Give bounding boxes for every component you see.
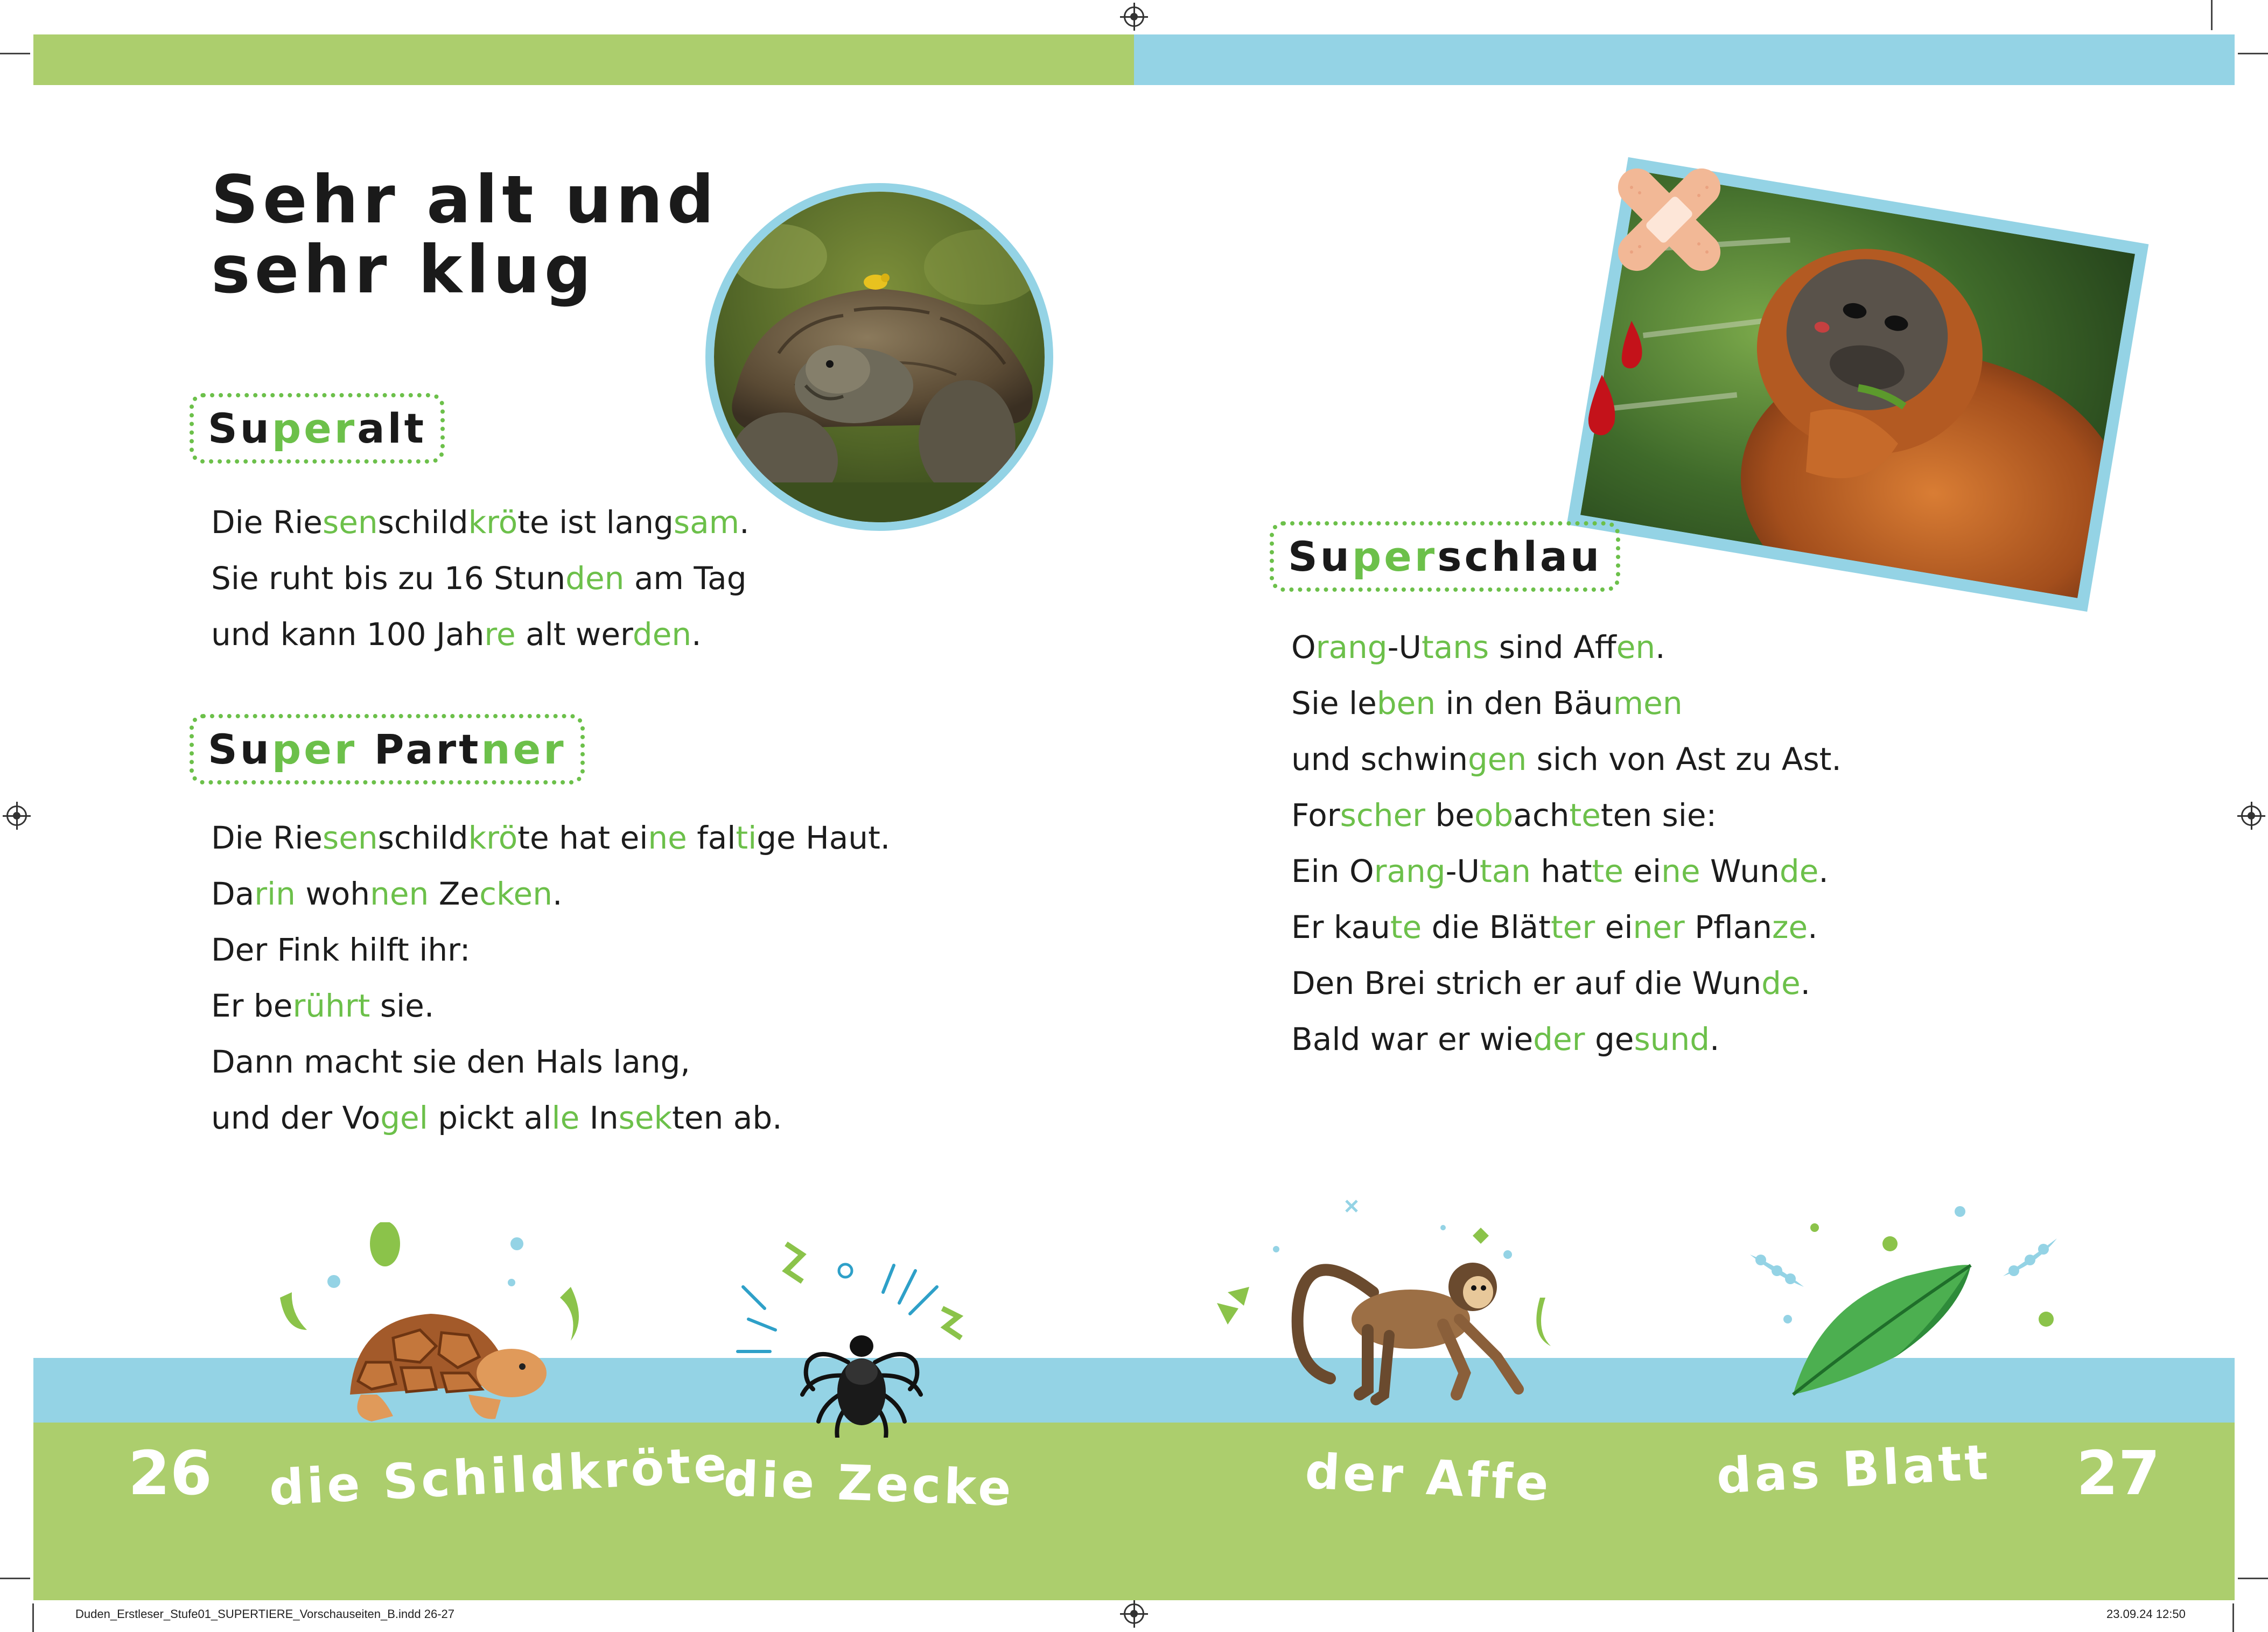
- text-line: [211, 494, 750, 550]
- heading-superschlau: [1270, 521, 1620, 592]
- text-run: Wun: [1700, 853, 1780, 889]
- text-line: [1291, 675, 1842, 731]
- text-run: alt wer: [515, 616, 633, 653]
- text-line: [211, 1034, 890, 1090]
- heading-super-partner: [190, 714, 585, 785]
- leaf-illustration-icon: [1734, 1195, 2078, 1411]
- highlighted-syllable: rührt: [292, 987, 370, 1024]
- text-run: Dann macht sie den Hals lang,: [211, 1043, 690, 1080]
- highlighted-syllable: den: [565, 560, 625, 597]
- text-run: schlau: [1437, 533, 1602, 580]
- text-run: Er be: [211, 987, 293, 1024]
- text-run: te ist lang: [517, 504, 674, 541]
- highlighted-syllable: rang: [1315, 629, 1388, 666]
- text-line: [1291, 1011, 1842, 1067]
- text-run: ge: [1585, 1021, 1634, 1057]
- paragraph-superschlau: [1291, 619, 1842, 1067]
- crop-mark: [2232, 1603, 2234, 1632]
- text-run: ei: [1623, 853, 1662, 889]
- crop-mark: [2238, 1578, 2268, 1579]
- page-number-left: 26: [128, 1439, 212, 1509]
- highlighted-syllable: ne: [1661, 853, 1700, 889]
- crop-mark: [2238, 53, 2268, 54]
- highlighted-syllable: ter: [1550, 909, 1595, 945]
- page-title-line-1: Sehr alt und: [211, 162, 719, 238]
- registration-mark-top: [1124, 6, 1144, 27]
- page-number-right: 27: [2076, 1439, 2160, 1509]
- text-run: Ein O: [1291, 853, 1374, 889]
- text-line: [211, 810, 890, 866]
- text-run: .: [739, 504, 750, 541]
- text-run: Er kau: [1291, 909, 1390, 945]
- text-run: die Blät: [1422, 909, 1551, 945]
- highlighted-syllable: krö: [468, 819, 518, 856]
- registration-mark-bottom: [1124, 1603, 1144, 1624]
- text-run: ten ab.: [672, 1099, 782, 1136]
- highlighted-syllable: te: [1569, 797, 1601, 833]
- highlighted-syllable: te: [1390, 909, 1422, 945]
- highlighted-syllable: sek: [618, 1099, 673, 1136]
- text-run: Su: [208, 404, 272, 452]
- vocab-label-affe: der Affe: [1304, 1443, 1553, 1512]
- text-line: [211, 550, 750, 606]
- highlighted-syllable: der: [1533, 1021, 1585, 1057]
- slug-filename: Duden_Erstleser_Stufe01_SUPERTIERE_Vorschauseiten_B.indd 26-27: [75, 1607, 455, 1621]
- highlighted-syllable: ze: [1772, 909, 1808, 945]
- text-run: Part: [357, 725, 481, 773]
- text-run: woh: [295, 875, 370, 912]
- highlighted-syllable: sund: [1634, 1021, 1710, 1057]
- text-run: be: [1425, 797, 1474, 833]
- highlighted-syllable: scher: [1340, 797, 1426, 833]
- highlighted-syllable: le: [551, 1099, 580, 1136]
- highlighted-syllable: cken: [479, 875, 552, 912]
- heading-superalt: [190, 393, 445, 464]
- text-line: [211, 866, 890, 922]
- text-run: For: [1291, 797, 1340, 833]
- highlighted-syllable: fen: [1616, 629, 1656, 666]
- text-run: Ze: [429, 875, 480, 912]
- text-run: .: [1800, 965, 1811, 1001]
- highlighted-syllable: de: [1779, 853, 1819, 889]
- paragraph-super-partner: [211, 810, 890, 1146]
- highlighted-syllable: ner: [481, 725, 566, 773]
- tick-illustration-icon: [732, 1233, 991, 1438]
- highlighted-syllable: ti: [736, 819, 757, 856]
- plaster-icon: [1588, 150, 1750, 290]
- text-run: Die Rie: [211, 819, 323, 856]
- text-run: ge Haut.: [757, 819, 891, 856]
- highlighted-syllable: rin: [254, 875, 296, 912]
- text-line: [211, 1090, 890, 1146]
- monkey-illustration-icon: [1206, 1195, 1594, 1427]
- text-run: Den Brei strich er auf die Wun: [1291, 965, 1762, 1001]
- text-run: schild: [377, 504, 468, 541]
- text-run: .: [1808, 909, 1818, 945]
- text-run: -U: [1445, 853, 1480, 889]
- text-run: O: [1291, 629, 1316, 666]
- highlighted-syllable: gen: [1467, 741, 1527, 778]
- text-run: Su: [1288, 533, 1352, 580]
- highlighted-syllable: ben: [1376, 685, 1436, 722]
- registration-mark-left: [6, 806, 27, 826]
- text-run: Sie ruht bis zu 16 Stun: [211, 560, 566, 597]
- text-run: und kann 100 Jah: [211, 616, 485, 653]
- tortoise-photo: [705, 183, 1053, 531]
- text-run: ach: [1513, 797, 1570, 833]
- crop-mark: [2211, 0, 2213, 30]
- page-title-line-2: sehr klug: [211, 232, 596, 308]
- top-bar-green: [33, 34, 1134, 85]
- highlighted-syllable: nen: [370, 875, 429, 912]
- crop-mark: [32, 1603, 34, 1632]
- vocab-label-zecke: die Zecke: [723, 1451, 1016, 1517]
- text-run: sich von Ast zu Ast.: [1527, 741, 1842, 778]
- text-run: fal: [687, 819, 736, 856]
- highlighted-syllable: gel: [380, 1099, 428, 1136]
- crop-mark: [0, 1578, 30, 1579]
- text-run: Die Rie: [211, 504, 323, 541]
- highlighted-syllable: tan: [1479, 853, 1531, 889]
- highlighted-syllable: krö: [468, 504, 518, 541]
- slug-date: 23.09.24 12:50: [2106, 1607, 2186, 1621]
- text-run: am Tag: [624, 560, 747, 597]
- text-line: [1291, 843, 1842, 899]
- highlighted-syllable: ner: [1633, 909, 1685, 945]
- text-run: Da: [211, 875, 255, 912]
- text-line: [211, 978, 890, 1034]
- text-run: ten sie:: [1600, 797, 1717, 833]
- text-line: [1291, 899, 1842, 955]
- text-line: [1291, 619, 1842, 675]
- blood-drops-icon: [1578, 321, 1653, 439]
- text-run: -U: [1387, 629, 1422, 666]
- highlighted-syllable: de: [1761, 965, 1801, 1001]
- text-run: und der Vo: [211, 1099, 381, 1136]
- tortoise-illustration-icon: [269, 1222, 603, 1448]
- text-line: [1291, 731, 1842, 787]
- text-run: Bald war er wie: [1291, 1021, 1534, 1057]
- highlighted-syllable: sen: [323, 819, 378, 856]
- text-line: [211, 606, 750, 662]
- registration-mark-right: [2241, 806, 2262, 826]
- highlighted-syllable: re: [484, 616, 516, 653]
- text-run: Su: [208, 725, 272, 773]
- text-run: ei: [1595, 909, 1633, 945]
- text-run: pickt al: [428, 1099, 552, 1136]
- text-run: In: [579, 1099, 619, 1136]
- text-run: alt: [357, 404, 426, 452]
- text-run: Der Fink hilft ihr:: [211, 931, 471, 968]
- vocab-label-blatt: das Blatt: [1715, 1434, 1993, 1505]
- text-run: in den Bäu: [1436, 685, 1613, 722]
- text-run: .: [1655, 629, 1665, 666]
- text-run: Sie le: [1291, 685, 1377, 722]
- highlighted-syllable: sam: [673, 504, 740, 541]
- text-run: .: [552, 875, 563, 912]
- highlighted-syllable: men: [1613, 685, 1683, 722]
- highlighted-syllable: tans: [1422, 629, 1489, 666]
- highlighted-syllable: ne: [648, 819, 687, 856]
- paragraph-superalt: [211, 494, 750, 662]
- text-line: [211, 922, 890, 978]
- text-run: schild: [377, 819, 468, 856]
- text-run: Pflan: [1684, 909, 1772, 945]
- page-title: [211, 162, 719, 308]
- highlighted-syllable: rang: [1374, 853, 1446, 889]
- highlighted-syllable: per: [1352, 533, 1438, 580]
- text-run: sie.: [370, 987, 435, 1024]
- crop-mark: [0, 53, 30, 54]
- tortoise-image: [714, 192, 1045, 522]
- text-run: te hat ei: [517, 819, 648, 856]
- text-run: und schwin: [1291, 741, 1468, 778]
- highlighted-syllable: per: [271, 725, 358, 773]
- text-run: .: [1818, 853, 1829, 889]
- text-run: sind Af: [1489, 629, 1616, 666]
- highlighted-syllable: ob: [1474, 797, 1514, 833]
- text-run: hat: [1531, 853, 1592, 889]
- top-bar-blue: [1134, 34, 2235, 85]
- text-run: .: [1710, 1021, 1720, 1057]
- highlighted-syllable: den: [632, 616, 692, 653]
- highlighted-syllable: per: [271, 404, 358, 452]
- highlighted-syllable: sen: [323, 504, 378, 541]
- highlighted-syllable: te: [1592, 853, 1623, 889]
- text-line: [1291, 787, 1842, 843]
- text-line: [1291, 955, 1842, 1011]
- text-run: .: [691, 616, 702, 653]
- vocab-label-schildkroete: die Schildkröte: [268, 1436, 731, 1517]
